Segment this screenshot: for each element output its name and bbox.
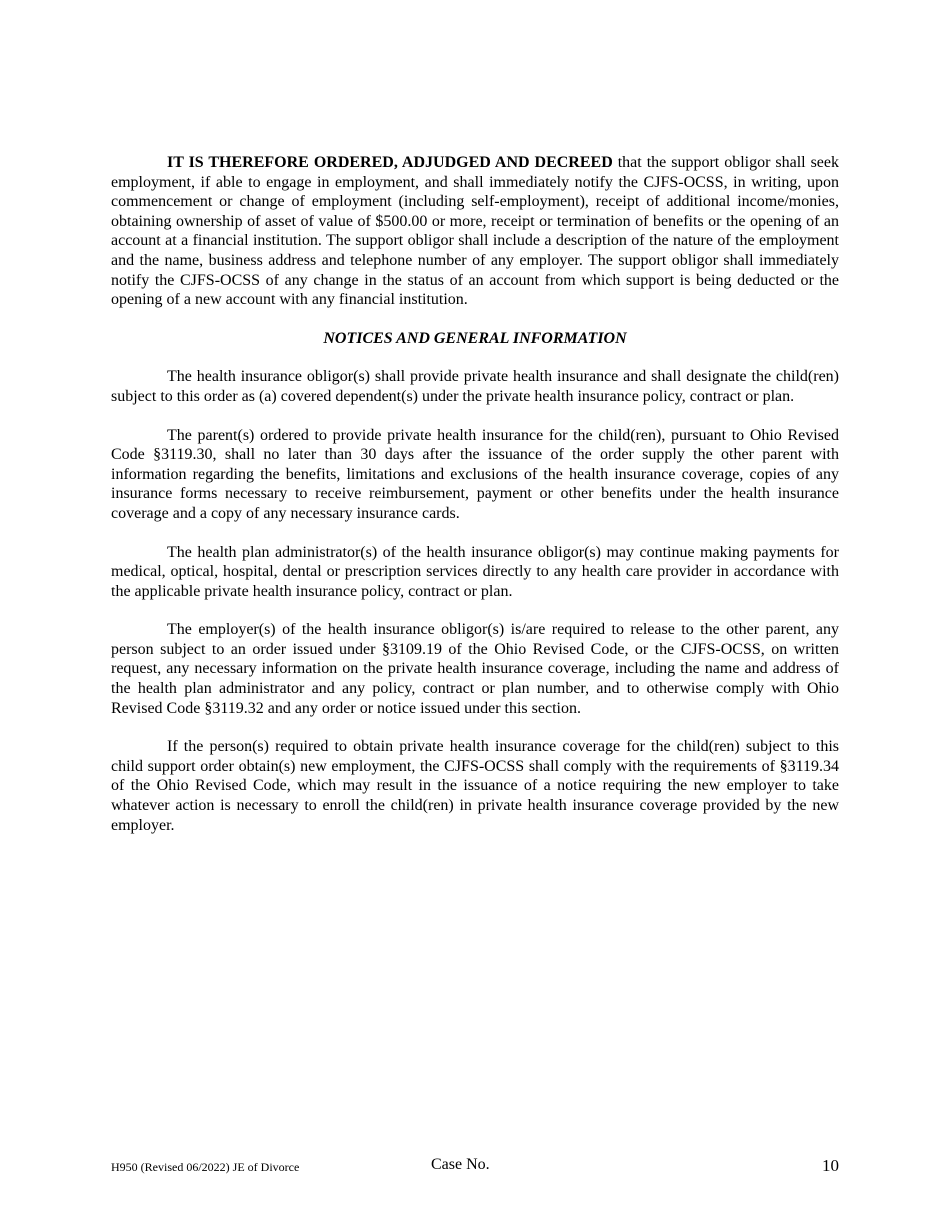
footer-page-number: 10 xyxy=(822,1156,839,1175)
section-heading: NOTICES AND GENERAL INFORMATION xyxy=(323,329,627,347)
page-footer xyxy=(111,1156,839,1180)
paragraph-health-insurance-obligor: The health insurance obligor(s) shall provide private health insurance and shall designate the child(ren) subject to this order as (a) covered dependent(s) under the private health insurance policy, contract or plan. xyxy=(111,368,839,405)
order-paragraph-text: that the support obligor shall seek employment, if able to engage in employment, and shall immediately notify the CJFS-OCSS, in writing, upon commencement or change of employment (including self-employment), receipt of additional income/monies, obtaining ownership of asset of value of $500.00 or more, receipt or termination of benefits or the opening of an account at a financial institution. The support obligor shall include a description of the nature of the employment and the name, business address and telephone number of any employer. The support obligor shall immediately notify the CJFS-OCSS of any change in the status of an account from which support is being deducted or the opening of a new account with any financial institution. xyxy=(111,154,840,309)
paragraph-plan-administrator: The health plan administrator(s) of the health insurance obligor(s) may continue making payments for medical, optical, hospital, dental or prescription services directly to any health care provider in accordance with the applicable private health insurance policy, contract or plan. xyxy=(111,543,839,600)
paragraph-new-employment: If the person(s) required to obtain private health insurance coverage for the child(ren) subject to this child support order obtain(s) new employment, the CJFS-OCSS shall comply with the requirements of §3119.34 of the Ohio Revised Code, which may result in the issuance of a notice requiring the new employer to take whatever action is necessary to enroll the child(ren) in private health insurance coverage provided by the new employer. xyxy=(111,738,839,834)
document-body xyxy=(111,153,839,854)
paragraph-parent-information: The parent(s) ordered to provide private health insurance for the child(ren), pursuant to Ohio Revised Code §3119.30, shall no later than 30 days after the issuance of the order supply the other parent with information regarding the benefits, limitations and exclusions of the health insurance coverage, copies of any insurance forms necessary to receive reimbursement, payment or other benefits under the health insurance coverage and a copy of any necessary insurance cards. xyxy=(111,426,839,522)
order-paragraph-lead: IT IS THEREFORE ORDERED, ADJUDGED AND DECREED xyxy=(167,154,613,171)
order-paragraph xyxy=(111,153,839,310)
paragraph-employer-release: The employer(s) of the health insurance obligor(s) is/are required to release to the other parent, any person subject to an order issued under §3109.19 of the Ohio Revised Code, or the CJFS-OCSS, on written request, any necessary information on the private health insurance coverage, including the name and address of the health plan administrator and any policy, contract or plan number, and to otherwise comply with Ohio Revised Code §3119.32 and any order or notice issued under this section. xyxy=(111,621,839,717)
footer-case-label: Case No. xyxy=(431,1156,490,1173)
footer-form-id: H950 (Revised 06/2022) JE of Divorce xyxy=(111,1160,300,1174)
